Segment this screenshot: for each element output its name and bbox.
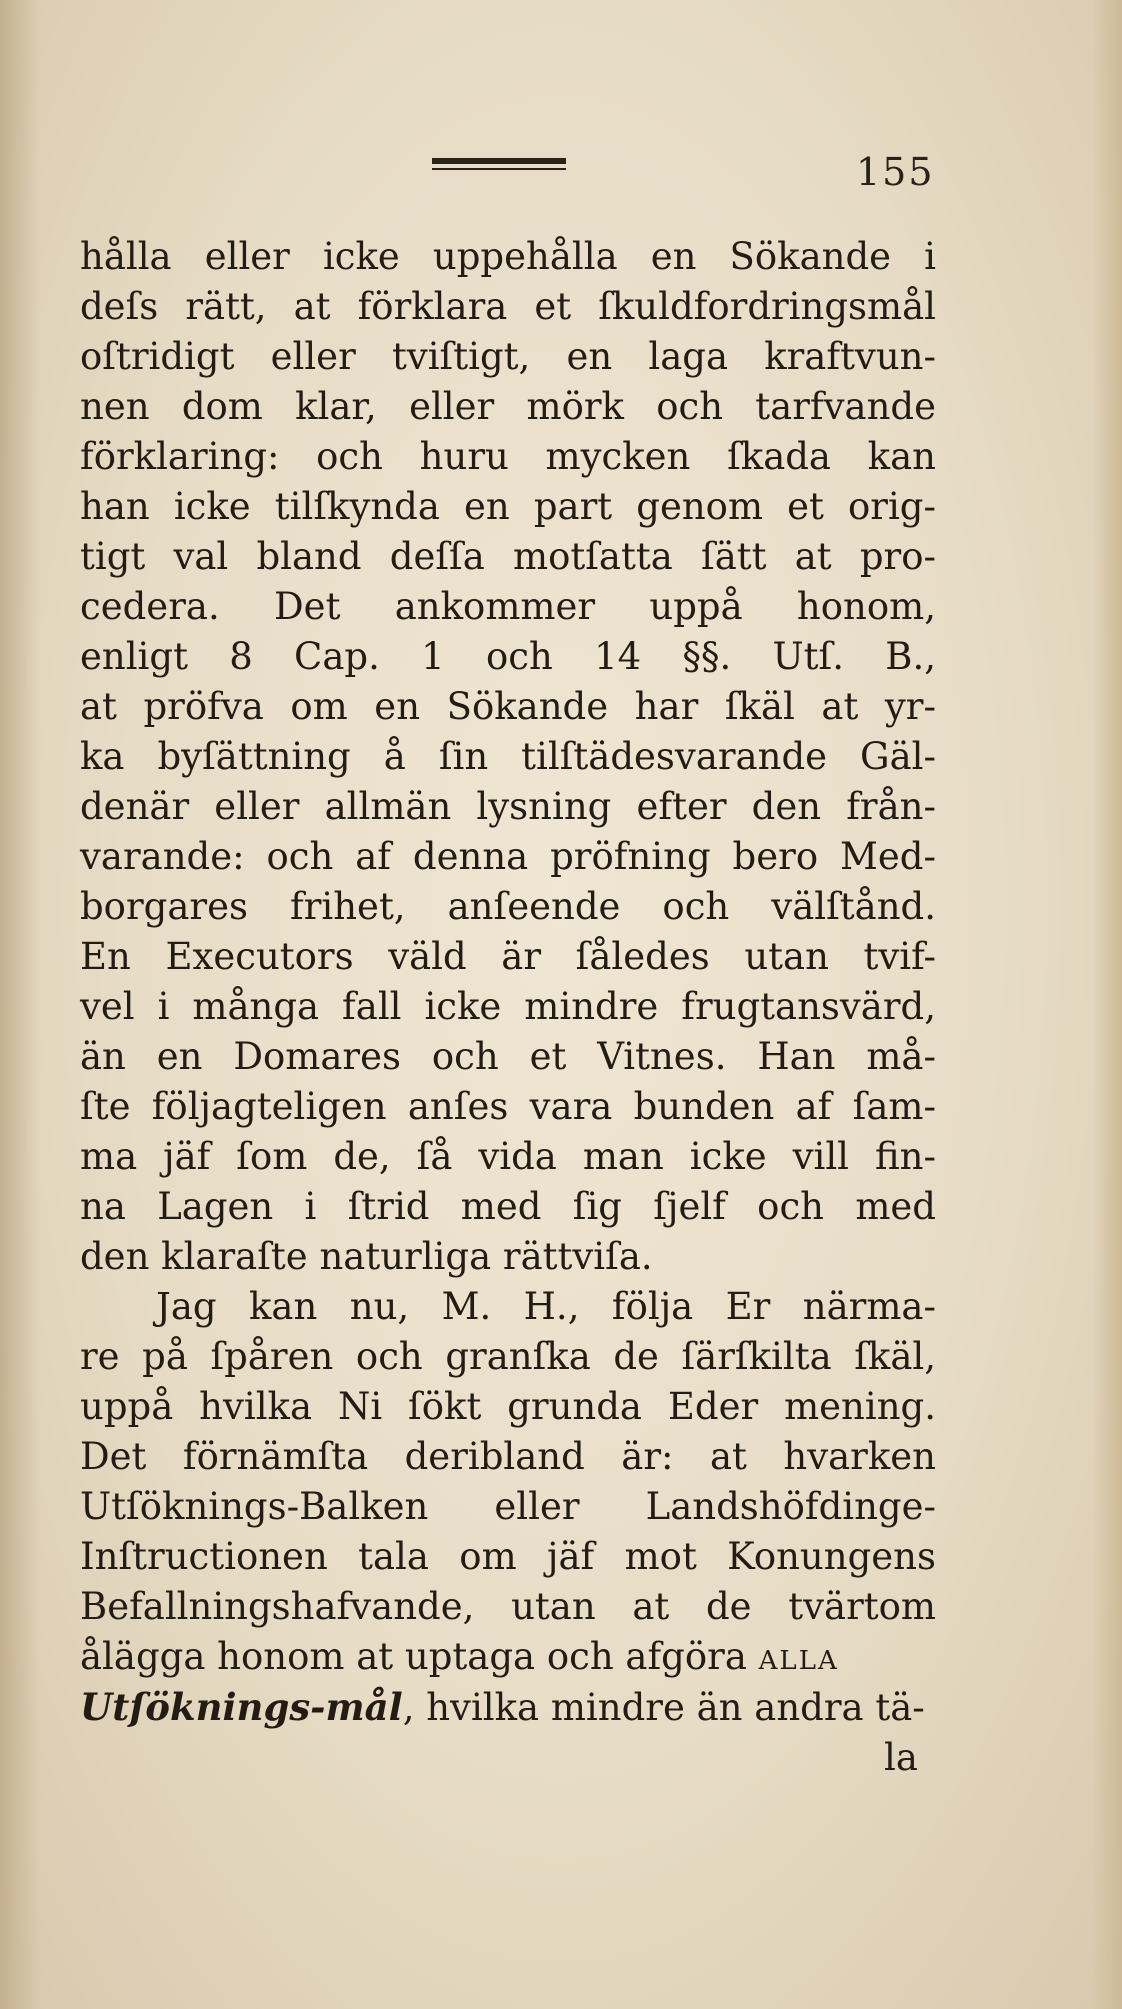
text-line: hålla eller icke uppehålla en Sökande i: [80, 235, 936, 278]
header-rule-thick: [432, 158, 566, 164]
text-line-part: , hvilka mindre än andra tä-: [402, 1686, 925, 1729]
text-line-with-emphasis: [80, 1682, 936, 1732]
text-line: nen dom klar, eller mörk och tarfvande: [80, 385, 936, 428]
catchword: la: [884, 1736, 918, 1779]
page-number: 155: [856, 150, 935, 194]
text-line: borgares frihet, anſeende och välſtånd.: [80, 885, 936, 928]
text-line: denär eller allmän lysning efter den från-: [80, 785, 936, 828]
text-line: uppå hvilka Ni ſökt grunda Eder mening.: [80, 1385, 936, 1428]
text-line: re på ſpåren och granſka de ſärſkilta ſkäl,: [80, 1335, 936, 1378]
text-line: ka byſättning å ſin tilſtädesvarande Gäl-: [80, 735, 936, 778]
text-line: vel i många fall icke mindre frugtansvärd,: [80, 985, 936, 1028]
italic-emphasis: Utſöknings-mål: [80, 1685, 403, 1729]
text-line: at pröfva om en Sökande har ſkäl at yr-: [80, 685, 936, 728]
text-line: förklaring: och huru mycken ſkada kan: [80, 435, 936, 478]
text-line: varande: och af denna pröfning bero Med-: [80, 835, 936, 878]
text-line: Jag kan nu, M. H., följa Er närma-: [156, 1285, 936, 1328]
text-line: deſs rätt, at förklara et ſkuldfordringsmål: [80, 285, 936, 328]
text-line: na Lagen i ſtrid med ſig ſjelf och med: [80, 1185, 936, 1228]
text-line: ma jäf ſom de, ſå vida man icke vill fin-: [80, 1135, 936, 1178]
text-line: han icke tilſkynda en part genom et orig-: [80, 485, 936, 528]
header-rule-thin: [432, 168, 566, 170]
text-line: cedera. Det ankommer uppå honom,: [80, 585, 936, 628]
text-line: tigt val bland deſſa motſatta ſätt at pro-: [80, 535, 936, 578]
smallcaps-word: alla: [758, 1635, 839, 1678]
header-ornament-rule: [432, 158, 566, 172]
text-line: än en Domares och et Vitnes. Han må-: [80, 1035, 936, 1078]
text-line-with-smallcaps: [80, 1632, 936, 1682]
text-line: Utſöknings-Balken eller Landshöfdinge-: [80, 1485, 936, 1528]
text-line-part: ålägga honom at uptaga och afgöra: [80, 1635, 747, 1678]
text-line: Inſtructionen tala om jäf mot Konungens: [80, 1535, 936, 1578]
page-edge-shadow-left: [0, 0, 40, 2009]
text-line: enligt 8 Cap. 1 och 14 §§. Utſ. B.,: [80, 635, 936, 678]
text-line: ſte följagteligen anſes vara bunden af ſam-: [80, 1085, 936, 1128]
text-line: Befallningshafvande, utan at de tvärtom: [80, 1585, 936, 1628]
text-line: En Executors väld är ſåledes utan tvif-: [80, 935, 936, 978]
text-line: Det förnämſta deribland är: at hvarken: [80, 1435, 936, 1478]
text-line: den klaraſte naturliga rättviſa.: [80, 1235, 653, 1278]
text-line: oſtridigt eller tviſtigt, en laga kraftvun-: [80, 335, 936, 378]
page-edge-shadow-right: [1092, 0, 1122, 2009]
